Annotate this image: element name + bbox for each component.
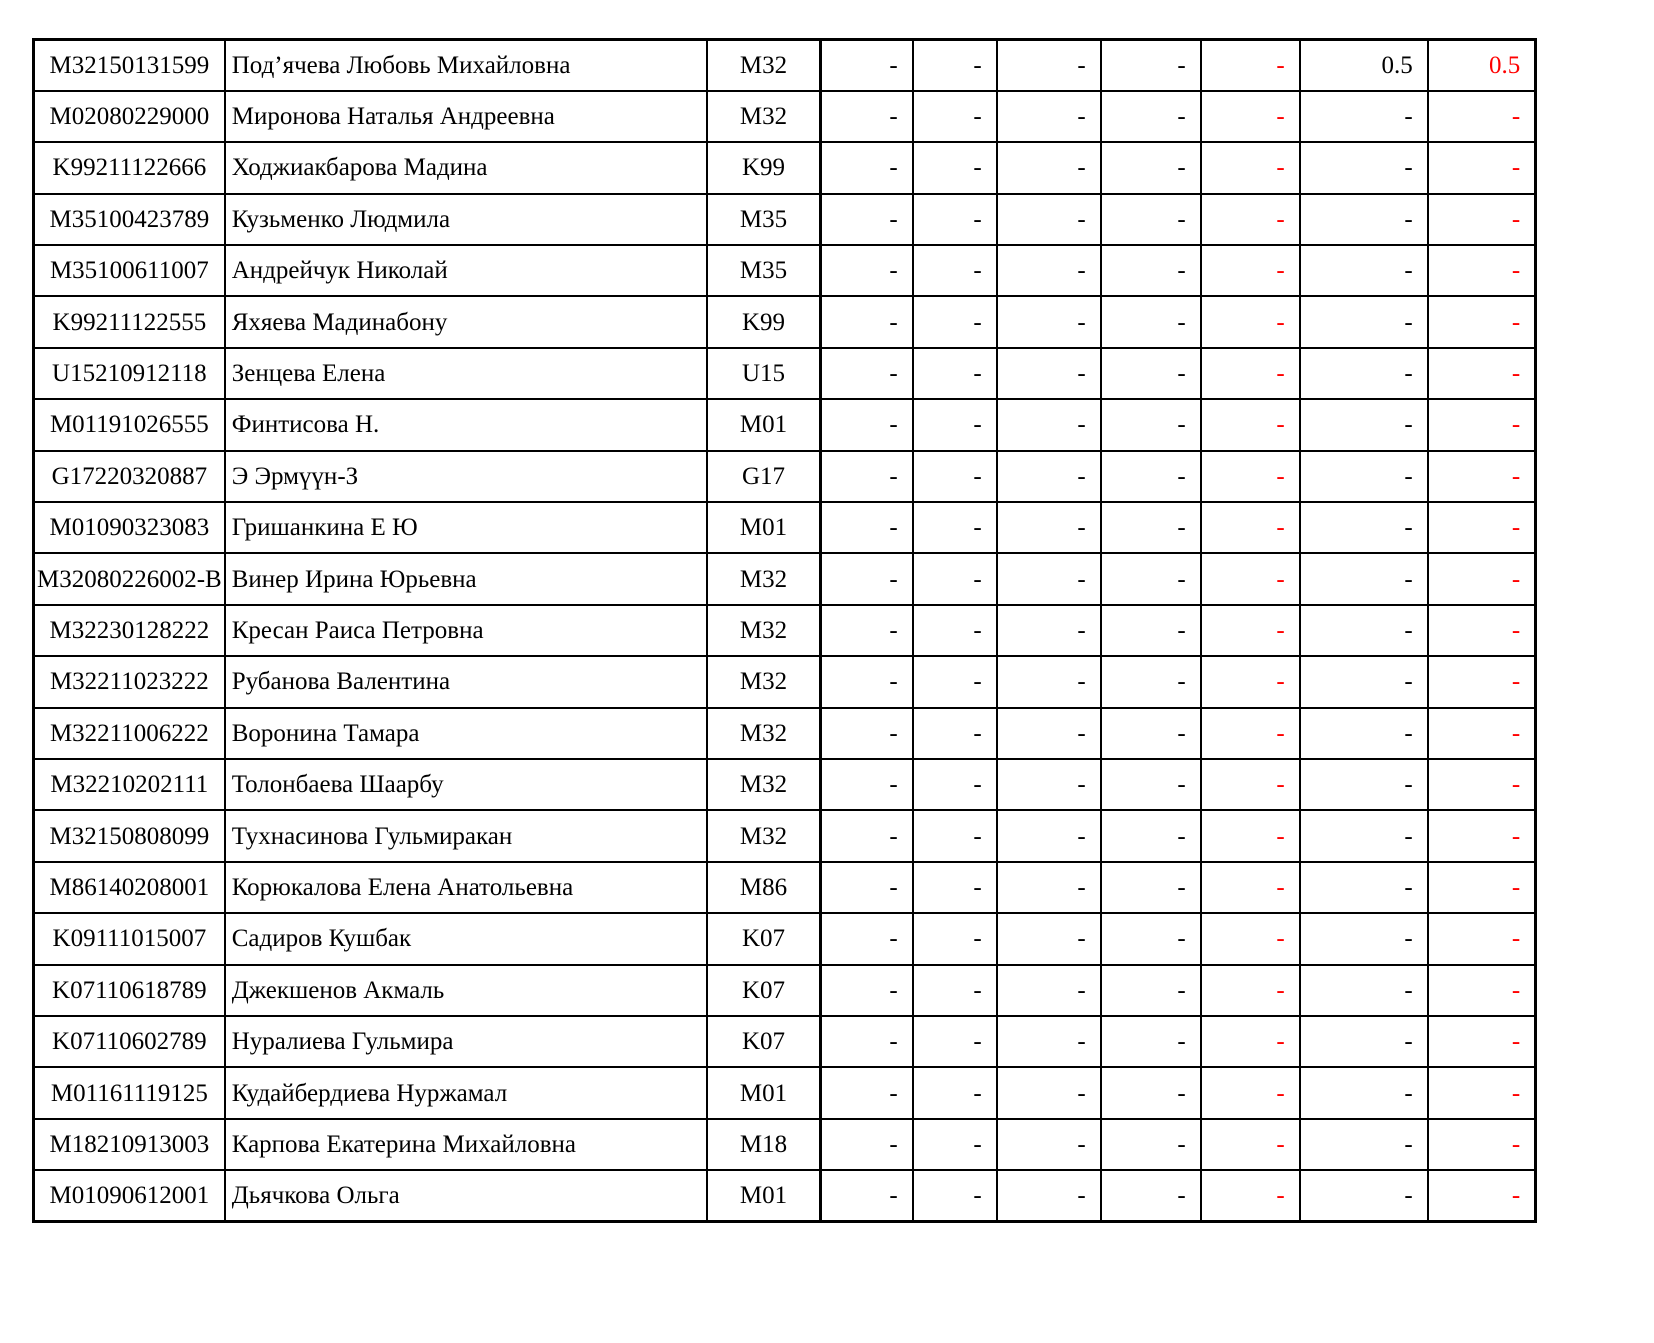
score-cell-1: - [821,1119,913,1170]
member-code-cell: M02080229000 [34,91,225,142]
score-cell-1: - [821,656,913,707]
score-cell-3: - [997,91,1101,142]
score-cell-4: - [1101,708,1201,759]
score-cell-4: - [1101,759,1201,810]
total-cell: - [1428,759,1536,810]
score-cell-3: - [997,810,1101,861]
member-code-cell: M32211006222 [34,708,225,759]
member-name-cell: Карпова Екатерина Михайловна [225,1119,707,1170]
group-code-cell: M01 [707,502,821,553]
total-cell: - [1428,1170,1536,1221]
total-cell: - [1428,965,1536,1016]
group-code-cell: K07 [707,913,821,964]
score-cell-6: - [1300,553,1428,604]
score-cell-2: - [913,1170,997,1221]
member-name-cell: Дьячкова Ольга [225,1170,707,1221]
score-cell-4: - [1101,1170,1201,1221]
score-cell-4: - [1101,1119,1201,1170]
member-code-cell: M32080226002-B [34,553,225,604]
table-row [34,1016,1536,1067]
score-cell-6: - [1300,245,1428,296]
score-cell-3: - [997,759,1101,810]
member-code-cell: K07110602789 [34,1016,225,1067]
table-row [34,656,1536,707]
score-cell-3: - [997,965,1101,1016]
total-cell: - [1428,502,1536,553]
member-name-cell: Джекшенов Акмаль [225,965,707,1016]
table-row [34,194,1536,245]
score-cell-1: - [821,913,913,964]
score-cell-4: - [1101,1067,1201,1118]
member-code-cell: M18210913003 [34,1119,225,1170]
member-code-cell: M01090612001 [34,1170,225,1221]
score-cell-5: - [1201,810,1300,861]
table-row [34,862,1536,913]
score-cell-2: - [913,194,997,245]
score-cell-4: - [1101,451,1201,502]
score-cell-5: - [1201,1170,1300,1221]
score-cell-6: - [1300,656,1428,707]
member-name-cell: Финтисова Н. [225,399,707,450]
member-code-cell: M35100611007 [34,245,225,296]
score-cell-1: - [821,553,913,604]
score-cell-4: - [1101,553,1201,604]
score-cell-3: - [997,1119,1101,1170]
score-cell-4: - [1101,245,1201,296]
table-row [34,553,1536,604]
score-cell-4: - [1101,502,1201,553]
total-cell: - [1428,553,1536,604]
group-code-cell: M32 [707,40,821,91]
score-cell-6: - [1300,451,1428,502]
member-name-cell: Садиров Кушбак [225,913,707,964]
score-cell-6: 0.5 [1300,40,1428,91]
group-code-cell: K99 [707,296,821,347]
score-cell-1: - [821,708,913,759]
score-cell-3: - [997,1016,1101,1067]
score-cell-6: - [1300,399,1428,450]
table-body [34,40,1536,1222]
score-cell-5: - [1201,759,1300,810]
score-cell-2: - [913,40,997,91]
member-code-cell: U15210912118 [34,348,225,399]
total-cell: - [1428,913,1536,964]
score-cell-5: - [1201,605,1300,656]
table-row [34,40,1536,91]
member-name-cell: Тухнасинова Гульмиракан [225,810,707,861]
table-row [34,91,1536,142]
score-cell-6: - [1300,862,1428,913]
score-cell-2: - [913,965,997,1016]
score-cell-3: - [997,245,1101,296]
score-cell-1: - [821,142,913,193]
score-cell-5: - [1201,142,1300,193]
score-cell-5: - [1201,245,1300,296]
member-name-cell: Э Эрмүүн-З [225,451,707,502]
score-cell-6: - [1300,348,1428,399]
table-row [34,502,1536,553]
group-code-cell: M32 [707,553,821,604]
score-cell-4: - [1101,399,1201,450]
member-name-cell: Андрейчук Николай [225,245,707,296]
table-row [34,759,1536,810]
group-code-cell: M35 [707,194,821,245]
score-cell-2: - [913,1067,997,1118]
score-cell-2: - [913,451,997,502]
score-cell-1: - [821,399,913,450]
member-code-cell: K09111015007 [34,913,225,964]
member-name-cell: Воронина Тамара [225,708,707,759]
group-code-cell: M01 [707,1067,821,1118]
group-code-cell: K99 [707,142,821,193]
score-cell-2: - [913,245,997,296]
score-cell-1: - [821,348,913,399]
total-cell: - [1428,1067,1536,1118]
member-name-cell: Миронова Наталья Андреевна [225,91,707,142]
score-cell-5: - [1201,913,1300,964]
score-cell-1: - [821,1016,913,1067]
member-name-cell: Яхяева Мадинабону [225,296,707,347]
score-cell-1: - [821,245,913,296]
score-cell-3: - [997,913,1101,964]
member-code-cell: K99211122666 [34,142,225,193]
score-cell-5: - [1201,399,1300,450]
member-code-cell: M01090323083 [34,502,225,553]
table-row [34,451,1536,502]
total-cell: - [1428,142,1536,193]
score-cell-2: - [913,91,997,142]
group-code-cell: M32 [707,810,821,861]
score-cell-3: - [997,656,1101,707]
score-cell-2: - [913,553,997,604]
score-cell-3: - [997,708,1101,759]
score-cell-6: - [1300,91,1428,142]
score-cell-5: - [1201,656,1300,707]
total-cell: - [1428,656,1536,707]
score-cell-2: - [913,605,997,656]
member-name-cell: Корюкалова Елена Анатольевна [225,862,707,913]
total-cell: 0.5 [1428,40,1536,91]
score-cell-6: - [1300,1170,1428,1221]
group-code-cell: M18 [707,1119,821,1170]
score-cell-4: - [1101,810,1201,861]
score-cell-6: - [1300,1016,1428,1067]
total-cell: - [1428,194,1536,245]
total-cell: - [1428,862,1536,913]
member-code-cell: M35100423789 [34,194,225,245]
score-cell-4: - [1101,1016,1201,1067]
score-cell-3: - [997,451,1101,502]
total-cell: - [1428,296,1536,347]
score-cell-1: - [821,759,913,810]
score-cell-1: - [821,451,913,502]
score-cell-5: - [1201,296,1300,347]
score-cell-2: - [913,656,997,707]
score-cell-2: - [913,1119,997,1170]
score-cell-5: - [1201,708,1300,759]
table-row [34,913,1536,964]
score-cell-3: - [997,862,1101,913]
table-row [34,142,1536,193]
member-name-cell: Гришанкина Е Ю [225,502,707,553]
member-code-cell: G17220320887 [34,451,225,502]
score-cell-2: - [913,348,997,399]
score-cell-2: - [913,1016,997,1067]
member-name-cell: Зенцева Елена [225,348,707,399]
score-cell-3: - [997,605,1101,656]
table-row [34,605,1536,656]
score-cell-1: - [821,1170,913,1221]
group-code-cell: M35 [707,245,821,296]
member-code-cell: M32150808099 [34,810,225,861]
group-code-cell: M32 [707,708,821,759]
score-cell-5: - [1201,1119,1300,1170]
total-cell: - [1428,91,1536,142]
table-row [34,296,1536,347]
score-cell-5: - [1201,451,1300,502]
score-cell-5: - [1201,194,1300,245]
score-cell-4: - [1101,913,1201,964]
score-cell-6: - [1300,142,1428,193]
total-cell: - [1428,810,1536,861]
score-cell-1: - [821,296,913,347]
score-cell-3: - [997,399,1101,450]
total-cell: - [1428,348,1536,399]
score-cell-1: - [821,862,913,913]
member-code-cell: M32230128222 [34,605,225,656]
table-row [34,1067,1536,1118]
score-cell-3: - [997,1170,1101,1221]
table-row [34,708,1536,759]
score-cell-4: - [1101,656,1201,707]
score-cell-5: - [1201,502,1300,553]
total-cell: - [1428,1016,1536,1067]
score-cell-2: - [913,296,997,347]
member-code-cell: K07110618789 [34,965,225,1016]
group-code-cell: M32 [707,759,821,810]
score-cell-5: - [1201,348,1300,399]
table-row [34,1170,1536,1221]
score-cell-3: - [997,296,1101,347]
score-cell-2: - [913,759,997,810]
group-code-cell: G17 [707,451,821,502]
score-cell-2: - [913,708,997,759]
score-cell-4: - [1101,194,1201,245]
score-cell-6: - [1300,1067,1428,1118]
group-code-cell: M01 [707,399,821,450]
score-cell-4: - [1101,862,1201,913]
group-code-cell: M32 [707,656,821,707]
score-cell-6: - [1300,965,1428,1016]
table-row [34,348,1536,399]
table-row [34,810,1536,861]
score-cell-1: - [821,810,913,861]
total-cell: - [1428,605,1536,656]
score-cell-6: - [1300,1119,1428,1170]
member-name-cell: Кузьменко Людмила [225,194,707,245]
score-cell-5: - [1201,91,1300,142]
member-code-cell: M32210202111 [34,759,225,810]
score-cell-4: - [1101,605,1201,656]
score-cell-6: - [1300,759,1428,810]
score-cell-4: - [1101,142,1201,193]
score-cell-4: - [1101,296,1201,347]
member-name-cell: Нуралиева Гульмира [225,1016,707,1067]
table-row [34,1119,1536,1170]
score-cell-6: - [1300,296,1428,347]
score-cell-2: - [913,913,997,964]
score-cell-3: - [997,142,1101,193]
member-code-cell: K99211122555 [34,296,225,347]
score-cell-4: - [1101,91,1201,142]
group-code-cell: M86 [707,862,821,913]
score-cell-6: - [1300,194,1428,245]
score-cell-2: - [913,502,997,553]
score-cell-6: - [1300,810,1428,861]
score-cell-3: - [997,194,1101,245]
total-cell: - [1428,1119,1536,1170]
total-cell: - [1428,451,1536,502]
score-cell-5: - [1201,965,1300,1016]
group-code-cell: K07 [707,965,821,1016]
score-cell-6: - [1300,605,1428,656]
score-cell-1: - [821,1067,913,1118]
table-row [34,245,1536,296]
score-cell-1: - [821,965,913,1016]
score-cell-3: - [997,553,1101,604]
member-code-cell: M32150131599 [34,40,225,91]
member-name-cell: Винер Ирина Юрьевна [225,553,707,604]
member-name-cell: Кресан Раиса Петровна [225,605,707,656]
score-cell-3: - [997,40,1101,91]
table-row [34,399,1536,450]
member-name-cell: Рубанова Валентина [225,656,707,707]
score-cell-2: - [913,810,997,861]
score-cell-1: - [821,40,913,91]
member-code-cell: M01161119125 [34,1067,225,1118]
member-name-cell: Ходжиакбарова Мадина [225,142,707,193]
score-cell-2: - [913,142,997,193]
group-code-cell: K07 [707,1016,821,1067]
score-cell-5: - [1201,553,1300,604]
score-cell-6: - [1300,502,1428,553]
member-code-cell: M32211023222 [34,656,225,707]
table-row [34,965,1536,1016]
member-name-cell: Толонбаева Шаарбу [225,759,707,810]
score-cell-5: - [1201,1067,1300,1118]
score-cell-5: - [1201,862,1300,913]
score-cell-1: - [821,91,913,142]
score-cell-3: - [997,502,1101,553]
results-table [32,38,1537,1223]
score-cell-6: - [1300,708,1428,759]
total-cell: - [1428,399,1536,450]
score-cell-2: - [913,862,997,913]
total-cell: - [1428,708,1536,759]
score-cell-5: - [1201,40,1300,91]
group-code-cell: M32 [707,605,821,656]
group-code-cell: U15 [707,348,821,399]
score-cell-1: - [821,502,913,553]
score-cell-4: - [1101,348,1201,399]
member-name-cell: Кудайбердиева Нуржамал [225,1067,707,1118]
group-code-cell: M32 [707,91,821,142]
group-code-cell: M01 [707,1170,821,1221]
total-cell: - [1428,245,1536,296]
score-cell-3: - [997,348,1101,399]
score-cell-5: - [1201,1016,1300,1067]
score-cell-4: - [1101,965,1201,1016]
score-cell-1: - [821,194,913,245]
member-code-cell: M01191026555 [34,399,225,450]
score-cell-4: - [1101,40,1201,91]
member-code-cell: M86140208001 [34,862,225,913]
score-cell-3: - [997,1067,1101,1118]
score-cell-2: - [913,399,997,450]
member-name-cell: Под’ячева Любовь Михайловна [225,40,707,91]
score-cell-1: - [821,605,913,656]
score-cell-6: - [1300,913,1428,964]
